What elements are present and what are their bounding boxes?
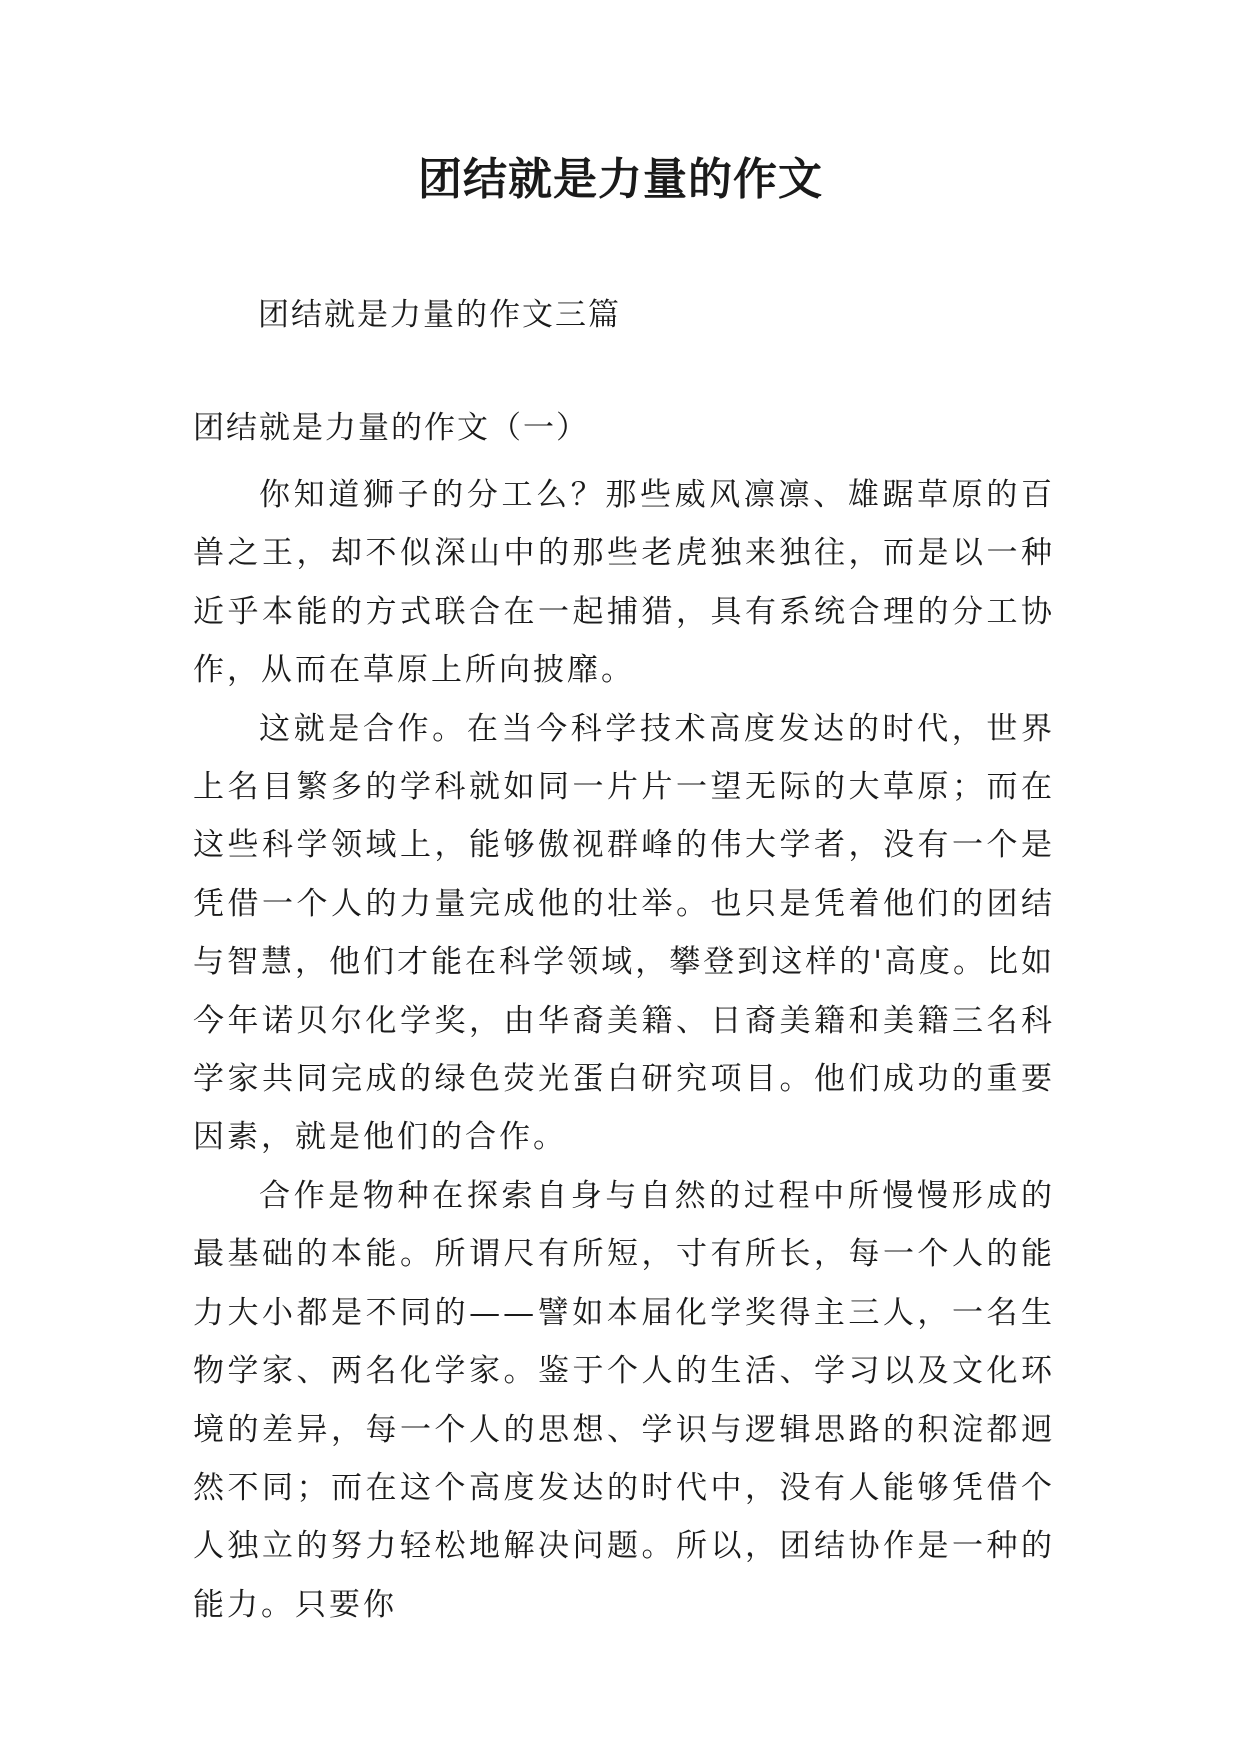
paragraph: 你知道狮子的分工么？那些威风凛凛、雄踞草原的百兽之王，却不似深山中的那些老虎独来独往，而是以一种近乎本能的方式联合在一起捕猎，具有系统合理的分工协作，从而在草原上所向披靡。 bbox=[193, 477, 1055, 689]
document-body bbox=[193, 466, 1055, 1634]
paragraph: 这就是合作。在当今科学技术高度发达的时代，世界上名目繁多的学科就如同一片片一望无际的大草原；而在这些科学领域上，能够傲视群峰的伟大学者，没有一个是凭借一个人的力量完成他的壮举。也只是凭着他们的团结与智慧，他们才能在科学领域，攀登到这样的'高度。比如今年诺贝尔化学奖，由华裔美籍、日裔美籍和美籍三名科学家共同完成的绿色荧光蛋白研究项目。他们成功的重要因素，就是他们的合作。 bbox=[193, 710, 1055, 1156]
paragraph: 合作是物种在探索自身与自然的过程中所慢慢形成的最基础的本能。所谓尺有所短，寸有所长，每一个人的能力大小都是不同的——譬如本届化学奖得主三人，一名生物学家、两名化学家。鉴于个人的生活、学习以及文化环境的差异，每一个人的思想、学识与逻辑思路的积淀都迥然不同；而在这个高度发达的时代中，没有人能够凭借个人独立的努力轻松地解决问题。所以，团结协作是一种的能力。只要你 bbox=[193, 1177, 1055, 1623]
section-heading: 团结就是力量的作文（一） bbox=[193, 410, 589, 446]
document-title: 团结就是力量的作文 bbox=[418, 154, 823, 205]
document-subtitle: 团结就是力量的作文三篇 bbox=[258, 297, 621, 333]
